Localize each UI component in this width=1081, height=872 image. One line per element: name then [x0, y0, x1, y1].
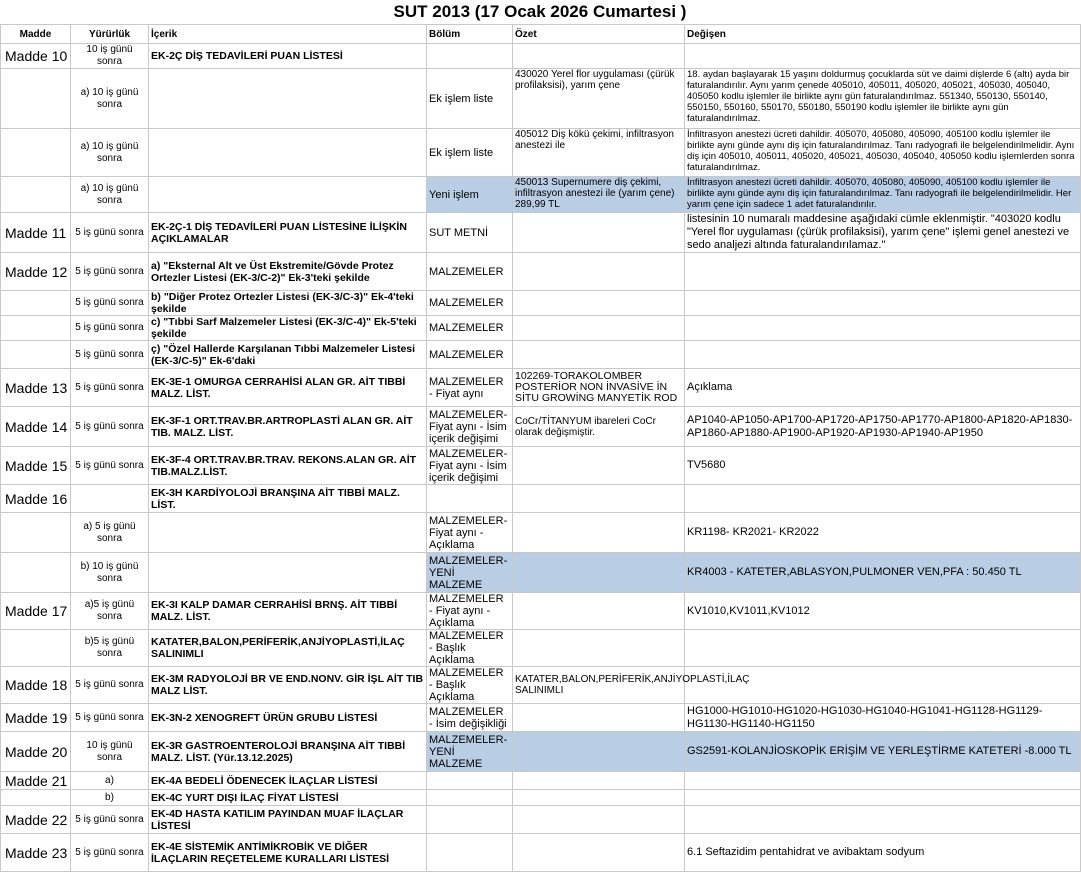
cell-degisen: İnfiltrasyon anestezi ücreti dahildir. 405070, 405080, 405090, 405100 kodlu işlemler ile birlikte aynı günde aynı diş için faturalandırılmaz. Tanı radyografi ile belgelendirilmelidir. Aynı diş için 405010, 405011, 405020, 405021, 405030, 405040, 405050 kodlu işlemlerden sonra faturalandırılmaz. — [685, 129, 1081, 177]
table-row — [1, 834, 1081, 872]
table-row — [1, 291, 1081, 316]
cell-madde — [1, 790, 71, 806]
cell-icerik — [149, 69, 427, 129]
cell-icerik: b) "Diğer Protez Ortezler Listesi (EK-3/C-3)" Ek-4'teki şekilde — [149, 291, 427, 316]
cell-degisen: HG1000-HG1010-HG1020-HG1030-HG1040-HG1041-HG1128-HG1129-HG1130-HG1140-HG1150 — [685, 704, 1081, 732]
cell-madde: Madde 14 — [1, 407, 71, 447]
cell-degisen — [685, 772, 1081, 790]
cell-bolum — [427, 834, 513, 872]
cell-degisen — [685, 291, 1081, 316]
cell-degisen: İnfiltrasyon anestezi ücreti dahildir. 405070, 405080, 405090, 405100 kodlu işlemler ile birlikte aynı günde aynı diş için faturalandırılmaz. Tanı radyografi ile belgelendirilmelidir. Her yarım çene için sadece 1 adet faturalandırılır. — [685, 177, 1081, 213]
cell-madde: Madde 19 — [1, 704, 71, 732]
cell-bolum: SUT METNİ — [427, 213, 513, 253]
cell-yururluk: a) 10 iş günü sonra — [71, 69, 149, 129]
cell-degisen: KR1198- KR2021- KR2022 — [685, 513, 1081, 553]
cell-icerik: KATATER,BALON,PERİFERİK,ANJİYOPLASTİ,İLAÇ SALINIMLI — [149, 630, 427, 667]
cell-icerik — [149, 553, 427, 593]
cell-degisen: AP1040-AP1050-AP1700-AP1720-AP1750-AP1770-AP1800-AP1820-AP1830-AP1860-AP1880-AP1900-AP1920-AP1930-AP1940-AP1950 — [685, 407, 1081, 447]
cell-yururluk: b) — [71, 790, 149, 806]
cell-degisen — [685, 790, 1081, 806]
cell-bolum: MALZEMELER-Fiyat aynı - İsim içerik değişimi — [427, 447, 513, 485]
cell-degisen — [685, 253, 1081, 291]
table-row — [1, 553, 1081, 593]
cell-degisen: GS2591-KOLANJİOSKOPİK ERİŞİM VE YERLEŞTİRME KATETERİ -8.000 TL — [685, 732, 1081, 772]
cell-ozet — [513, 485, 685, 513]
header-degisen: Değişen — [685, 25, 1081, 44]
cell-bolum: MALZEMELER - Başlık Açıklama — [427, 630, 513, 667]
cell-yururluk — [71, 485, 149, 513]
cell-icerik: EK-2Ç DİŞ TEDAVİLERİ PUAN LİSTESİ — [149, 44, 427, 69]
cell-ozet: 405012 Diş kökü çekimi, infiltrasyon anestezi ile — [513, 129, 685, 177]
cell-ozet — [513, 732, 685, 772]
cell-degisen: 6.1 Seftazidim pentahidrat ve avibaktam sodyum — [685, 834, 1081, 872]
cell-bolum: MALZEMELER - İsim değişikliği — [427, 704, 513, 732]
cell-bolum: Ek işlem liste — [427, 129, 513, 177]
cell-icerik: EK-4E SİSTEMİK ANTİMİKROBİK VE DİĞER İLAÇLARIN REÇETELEME KURALLARI LİSTESİ — [149, 834, 427, 872]
cell-bolum — [427, 485, 513, 513]
cell-bolum — [427, 772, 513, 790]
cell-bolum: Yeni işlem — [427, 177, 513, 213]
header-yururluk: Yürürlük — [71, 25, 149, 44]
table-row — [1, 667, 1081, 704]
cell-bolum: MALZEMELER - Fiyat aynı — [427, 369, 513, 407]
cell-madde: Madde 15 — [1, 447, 71, 485]
cell-icerik: a) "Eksternal Alt ve Üst Ekstremite/Gövde Protez Ortezler Listesi (EK-3/C-2)" Ek-3'teki şekilde — [149, 253, 427, 291]
cell-yururluk: 10 iş günü sonra — [71, 732, 149, 772]
cell-madde — [1, 69, 71, 129]
cell-degisen — [685, 316, 1081, 341]
cell-yururluk: a) 10 iş günü sonra — [71, 129, 149, 177]
table-row — [1, 732, 1081, 772]
cell-degisen: 18. aydan başlayarak 15 yaşını doldurmuş çocuklarda süt ve daimi dişlerde 6 (altı) ayda bir faturalandırılır. Aynı yarım çenede 405010, 405011, 405020, 405021, 405030, 405040, 405050 kodlu işlemler ile birlikte aynı gün faturalandırılmaz. 551340, 550130, 550140, 550150, 550160, 550170, 550180, 550190 kodlu işlemler ile birlikte aynı gün faturalandırılmaz. — [685, 69, 1081, 129]
cell-icerik: ç) "Özel Hallerde Karşılanan Tıbbi Malzemeler Listesi (EK-3/C-5)" Ek-6'daki — [149, 341, 427, 369]
cell-bolum: MALZEMELER-YENİ MALZEME — [427, 553, 513, 593]
cell-degisen — [685, 341, 1081, 369]
cell-icerik: EK-3N-2 XENOGREFT ÜRÜN GRUBU LİSTESİ — [149, 704, 427, 732]
table-row — [1, 44, 1081, 69]
cell-icerik — [149, 513, 427, 553]
cell-icerik: EK-3E-1 OMURGA CERRAHİSİ ALAN GR. AİT TIBBİ MALZ. LİST. — [149, 369, 427, 407]
cell-icerik: EK-3H KARDİYOLOJİ BRANŞINA AİT TIBBİ MALZ. LİST. — [149, 485, 427, 513]
cell-ozet — [513, 291, 685, 316]
cell-madde: Madde 20 — [1, 732, 71, 772]
cell-ozet — [513, 593, 685, 630]
cell-ozet: 102269-TORAKOLOMBER POSTERİOR NON İNVASİVE İN SİTU GROWİNG MANYETİK ROD — [513, 369, 685, 407]
header-ozet: Özet — [513, 25, 685, 44]
cell-degisen: listesinin 10 numaralı maddesine aşağıdaki cümle eklenmiştir. "403020 kodlu "Yerel flor uygulaması (çürük profilaksisi), yarım çene" işlemi genel anestezi ve sedo analjezi altında faturalandırılamaz." — [685, 213, 1081, 253]
cell-bolum: MALZEMELER — [427, 316, 513, 341]
cell-madde — [1, 177, 71, 213]
cell-ozet — [513, 447, 685, 485]
cell-ozet — [513, 253, 685, 291]
table-row — [1, 369, 1081, 407]
cell-bolum — [427, 790, 513, 806]
cell-madde — [1, 341, 71, 369]
cell-yururluk: 5 iş günü sonra — [71, 213, 149, 253]
cell-bolum: Ek işlem liste — [427, 69, 513, 129]
cell-ozet — [513, 213, 685, 253]
cell-madde: Madde 16 — [1, 485, 71, 513]
cell-madde — [1, 316, 71, 341]
cell-degisen — [685, 630, 1081, 667]
cell-degisen: KR4003 - KATETER,ABLASYON,PULMONER VEN,PFA : 50.450 TL — [685, 553, 1081, 593]
cell-yururluk: 5 iş günü sonra — [71, 316, 149, 341]
cell-bolum: MALZEMELER — [427, 253, 513, 291]
cell-yururluk: 5 iş günü sonra — [71, 253, 149, 291]
cell-ozet: KATATER,BALON,PERİFERİK,ANJİYOPLASTİ,İLAÇ SALINIMLI — [513, 667, 685, 704]
header-madde: Madde — [1, 25, 71, 44]
cell-madde — [1, 129, 71, 177]
cell-ozet — [513, 513, 685, 553]
table-row — [1, 407, 1081, 447]
cell-yururluk: 5 iş günü sonra — [71, 834, 149, 872]
cell-ozet — [513, 316, 685, 341]
cell-bolum: MALZEMELER-Fiyat aynı - Açıklama — [427, 513, 513, 553]
cell-madde: Madde 21 — [1, 772, 71, 790]
cell-icerik: EK-2Ç-1 DİŞ TEDAVİLERİ PUAN LİSTESİNE İLİŞKİN AÇIKLAMALAR — [149, 213, 427, 253]
cell-degisen: KV1010,KV1011,KV1012 — [685, 593, 1081, 630]
cell-ozet — [513, 790, 685, 806]
table-body — [1, 44, 1081, 872]
cell-degisen: TV5680 — [685, 447, 1081, 485]
cell-ozet — [513, 341, 685, 369]
page-title: SUT 2013 (17 Ocak 2026 Cumartesi ) — [393, 2, 687, 21]
table-row — [1, 69, 1081, 129]
table-row — [1, 177, 1081, 213]
table-row — [1, 213, 1081, 253]
cell-icerik: EK-3F-4 ORT.TRAV.BR.TRAV. REKONS.ALAN GR. AİT TIB.MALZ.LİST. — [149, 447, 427, 485]
table-row — [1, 129, 1081, 177]
cell-madde: Madde 13 — [1, 369, 71, 407]
cell-yururluk: 5 iş günü sonra — [71, 341, 149, 369]
cell-degisen — [685, 806, 1081, 834]
header-bolum: Bölüm — [427, 25, 513, 44]
cell-madde — [1, 553, 71, 593]
cell-yururluk: 5 iş günü sonra — [71, 291, 149, 316]
cell-madde: Madde 23 — [1, 834, 71, 872]
cell-madde — [1, 513, 71, 553]
cell-icerik — [149, 177, 427, 213]
table-row — [1, 790, 1081, 806]
table-row — [1, 806, 1081, 834]
cell-yururluk: 5 iş günü sonra — [71, 407, 149, 447]
cell-icerik: EK-4C YURT DIŞI İLAÇ FİYAT LİSTESİ — [149, 790, 427, 806]
cell-icerik: EK-3F-1 ORT.TRAV.BR.ARTROPLASTİ ALAN GR. AİT TIB. MALZ. LİST. — [149, 407, 427, 447]
table-row — [1, 772, 1081, 790]
cell-madde — [1, 630, 71, 667]
cell-ozet — [513, 553, 685, 593]
cell-yururluk: a) — [71, 772, 149, 790]
cell-bolum: MALZEMELER — [427, 341, 513, 369]
cell-madde: Madde 10 — [1, 44, 71, 69]
cell-icerik: EK-3R GASTROENTEROLOJİ BRANŞINA AİT TIBBİ MALZ. LİST. (Yür.13.12.2025) — [149, 732, 427, 772]
cell-bolum: MALZEMELER - Fiyat aynı - Açıklama — [427, 593, 513, 630]
cell-ozet: 430020 Yerel flor uygulaması (çürük profilaksisi), yarım çene — [513, 69, 685, 129]
cell-bolum: MALZEMELER-Fiyat aynı - İsim içerik değişimi — [427, 407, 513, 447]
cell-yururluk: 5 iş günü sonra — [71, 667, 149, 704]
table-row — [1, 513, 1081, 553]
table-row — [1, 593, 1081, 630]
header-icerik: İçerik — [149, 25, 427, 44]
table-row — [1, 630, 1081, 667]
cell-degisen — [685, 44, 1081, 69]
cell-yururluk: 10 iş günü sonra — [71, 44, 149, 69]
cell-yururluk: a) 5 iş günü sonra — [71, 513, 149, 553]
header-row — [1, 25, 1081, 44]
cell-bolum — [427, 806, 513, 834]
table-row — [1, 253, 1081, 291]
table-row — [1, 485, 1081, 513]
cell-ozet — [513, 834, 685, 872]
cell-ozet — [513, 704, 685, 732]
cell-madde: Madde 17 — [1, 593, 71, 630]
cell-bolum: MALZEMELER — [427, 291, 513, 316]
cell-icerik — [149, 129, 427, 177]
cell-icerik: c) "Tıbbi Sarf Malzemeler Listesi (EK-3/C-4)" Ek-5'teki şekilde — [149, 316, 427, 341]
cell-madde: Madde 11 — [1, 213, 71, 253]
cell-madde: Madde 12 — [1, 253, 71, 291]
sut-table — [0, 24, 1081, 872]
cell-madde: Madde 18 — [1, 667, 71, 704]
cell-degisen: Açıklama — [685, 369, 1081, 407]
cell-ozet — [513, 806, 685, 834]
cell-ozet — [513, 44, 685, 69]
cell-ozet: CoCr/TİTANYUM ibareleri CoCr olarak değişmiştir. — [513, 407, 685, 447]
cell-icerik: EK-3I KALP DAMAR CERRAHİSİ BRNŞ. AİT TIBBİ MALZ. LİST. — [149, 593, 427, 630]
table-row — [1, 704, 1081, 732]
cell-yururluk: b)5 iş günü sonra — [71, 630, 149, 667]
cell-bolum: MALZEMELER - Başlık Açıklama — [427, 667, 513, 704]
cell-bolum — [427, 44, 513, 69]
cell-yururluk: b) 10 iş günü sonra — [71, 553, 149, 593]
table-row — [1, 447, 1081, 485]
cell-ozet — [513, 772, 685, 790]
cell-yururluk: 5 iş günü sonra — [71, 806, 149, 834]
cell-ozet — [513, 630, 685, 667]
cell-madde: Madde 22 — [1, 806, 71, 834]
cell-yururluk: a)5 iş günü sonra — [71, 593, 149, 630]
table-row — [1, 341, 1081, 369]
cell-degisen — [685, 485, 1081, 513]
cell-yururluk: 5 iş günü sonra — [71, 447, 149, 485]
cell-icerik: EK-4D HASTA KATILIM PAYINDAN MUAF İLAÇLAR LİSTESİ — [149, 806, 427, 834]
cell-bolum: MALZEMELER-YENİ MALZEME — [427, 732, 513, 772]
cell-icerik: EK-4A BEDELİ ÖDENECEK İLAÇLAR LİSTESİ — [149, 772, 427, 790]
table-row — [1, 316, 1081, 341]
cell-madde — [1, 291, 71, 316]
cell-yururluk: 5 iş günü sonra — [71, 369, 149, 407]
cell-yururluk: 5 iş günü sonra — [71, 704, 149, 732]
cell-ozet: 450013 Supernumere diş çekimi, infiltrasyon anestezi ile (yarım çene) 289,99 TL — [513, 177, 685, 213]
cell-yururluk: a) 10 iş günü sonra — [71, 177, 149, 213]
cell-degisen — [685, 667, 1081, 704]
cell-icerik: EK-3M RADYOLOJİ BR VE END.NONV. GİR İŞL AİT TIB MALZ LİST. — [149, 667, 427, 704]
